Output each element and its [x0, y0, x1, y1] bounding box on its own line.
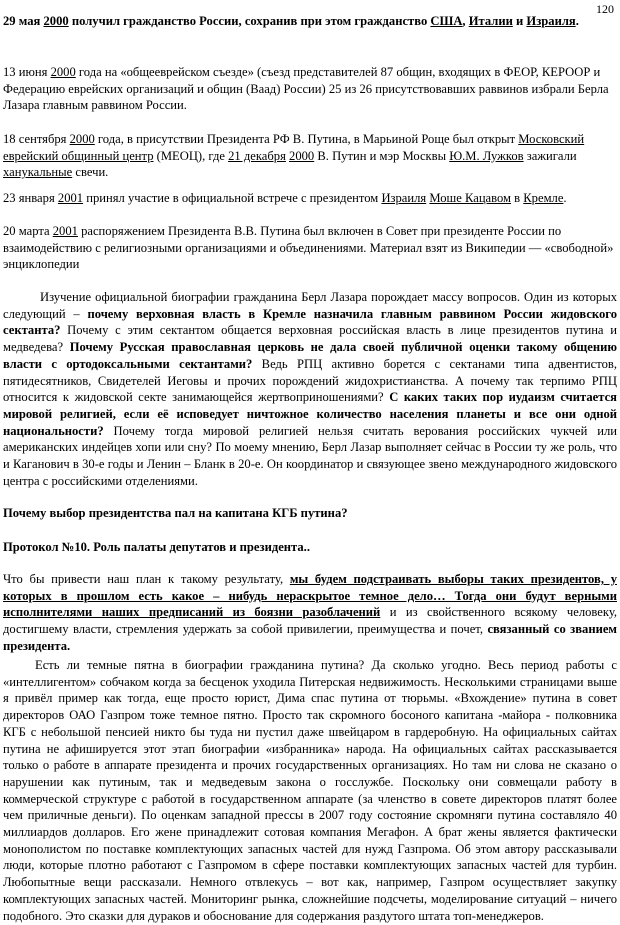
paragraph-dark-spots: Есть ли темные пятна в биографии гражданина путина? Да сколько угодно. Весь период работы с «интеллигентом» собчаком когда за бесценок уходила Питерская недвижимость. Несколькими страницами выше я привёл пример как тогда, еще просто юрист, Дима спас путина от тюрьмы. «Вхождение» путина в совет директоров ОАО Газпром тоже темное пятно. Просто так скромного босоного капитана -майора - полковника КГБ с небольшой пенсией никто бы туда ни пустил даже швейцаром в гардеробную. На официальных сайтах путина не афишируется этот этап биографии «избранника» народа. На официальных сайтах рассказывается только о работе в аппарате президента и прочих государственных организациях. Но там ни слова не сказано о нарушении как путиным, так и медведевым закона о госслужбе. Поскольку они совмещали работу в коммерческой структуре с работой в государственном аппарате (за членство в совете директоров платят более чем приличные деньги). По оценкам западной прессы в 2007 году состояние скромняги путина составляло 40 миллиардов долларов. Его жене принадлежит сотовая компания Мегафон. А брат жены является фактически монополистом по поставке комплектующих запасных частей для нужд Газпрома. Об этом автору рассказывали люди, которые плотно работают с Газпромом в сфере поставки комплектующих запасных частей для турбин. Любопытные вещи рассказали. Немного отвлекусь – вот как, например, Газпром осуществляет закупку комплектующих запасных частей. Мониторинг рынка, сложнейшие подсчеты, моделирование ситуаций – ничего подобного. Это сказки для дураков и обоснование для содержания раздутого штата топ-менеджеров.: [3, 658, 617, 923]
text-span: в: [511, 191, 524, 205]
link-israel[interactable]: Израиля: [526, 14, 576, 28]
link-2001[interactable]: 2001: [52, 224, 78, 238]
link-2000[interactable]: 2000: [289, 148, 315, 163]
bold-text: Почему Русская православная церковь не дала своей публичной оценки такому общению власти с ортодоксальными сектантами?: [3, 340, 617, 371]
text-span: ,: [462, 14, 469, 28]
bold-text: почему верховная власть в Кремле назначила главным раввином России жидовского сектанта?: [3, 306, 617, 338]
text-span: Почему с этим сектантом общается верховная российская власть в лице президентов путина и медведева?: [3, 323, 617, 355]
paragraph-katsav: [3, 190, 617, 207]
link-2000[interactable]: 2000: [50, 65, 76, 79]
text-span: 29 мая: [3, 14, 44, 28]
text-span: принял участие в официальной встрече с президентом: [83, 191, 382, 205]
text-span: года на «общееврейском съезде» (съезд представителей 87 общин, входящих в ФЕОР, КЕРООР и Федерацию еврейских организаций и общин (Ваад) России) 25 из 26 присутствовавших раввинов избрали Берла Лазара главным раввином России.: [3, 65, 609, 113]
link-italy[interactable]: Италии: [468, 14, 513, 28]
bold-underlined-text: мы будем подстраивать выборы таких президентов, у которых в прошлом есть какое – нибудь нераскрытое темное дело… Тогда они будут верными исполнителями наших предписаний из боязни разоблачений: [3, 572, 617, 620]
link-21-december[interactable]: 21 декабря: [228, 148, 286, 163]
paragraph-council: [3, 223, 617, 273]
text-span: .: [575, 14, 579, 28]
heading-kgb-captain: Почему выбор президентства пал на капитана КГБ путина?: [3, 506, 348, 520]
paragraph-meoc: [3, 131, 617, 181]
text-span: свечи.: [72, 165, 109, 180]
text-span: Изучение официальной биографии гражданина Берл Лазара порождает массу вопросов. Один из которых следующий –: [3, 290, 617, 321]
link-usa[interactable]: США: [430, 14, 463, 28]
paragraph-biography-questions: [3, 289, 617, 489]
text-span: 20 марта: [3, 224, 53, 238]
text-span: зажигали: [523, 148, 577, 163]
text-span: и из свойственного всякому человеку, достигшему власти, стремления удержать за собой привилегии, преимущества и почет,: [3, 605, 617, 637]
link-2000[interactable]: 2000: [43, 14, 69, 28]
text-span: (МЕОЦ), где: [153, 148, 229, 163]
paragraph-citizenship: [3, 13, 617, 30]
text-span: года, в присутствии Президента РФ В. Путина, в Марьиной Роще был открыт: [94, 132, 519, 146]
text-span: 23 января: [3, 191, 58, 205]
link-2000[interactable]: 2000: [69, 132, 95, 146]
heading-protocol-10: Протокол №10. Роль палаты депутатов и президента..: [3, 540, 310, 554]
text-span: и: [512, 14, 527, 28]
text-span: 13 июня: [3, 65, 51, 79]
text-span: распоряжением Президента В.В. Путина был включен в Совет при президенте России по взаимодействию с религиозными организациями и объединениями. Материал взят из Википедии — «свободной» энциклопедии: [3, 224, 614, 272]
paragraph-protocol-quote: [3, 571, 617, 655]
text-span: Ведь РПЦ активно борется с сектанами типа адвентистов, пятидесятников, Свидетелей Иеговы и прочих порождений жидохристианства. А почему так терпимо РПЦ относится к жидовской секте занимающейся жертвоприношениями?: [3, 356, 617, 405]
link-katsav[interactable]: Моше Кацавом: [429, 191, 512, 205]
link-israel[interactable]: Израиля: [381, 191, 427, 205]
link-luzhkov[interactable]: Ю.М. Лужков: [449, 148, 524, 163]
text-span: Что бы привести наш план к такому результату,: [3, 572, 290, 586]
link-meoc[interactable]: Московский еврейский общинный центр: [3, 132, 585, 163]
page-number: 120: [596, 2, 614, 16]
bold-text: С каких таких пор иудаизм считается мировой религией, если её исповедует ничтожное количество населения планеты и все они одной национальности?: [3, 390, 617, 438]
text-span: .: [563, 191, 567, 205]
bold-text: связанный со званием президента.: [3, 622, 617, 653]
paragraph-congress: [3, 64, 617, 114]
link-2001[interactable]: 2001: [57, 191, 84, 205]
text-span: Почему тогда мировой религией нельзя считать верования российских чукчей или американских индейцев хопи или сну? По моему мнению, Берл Лазар выполняет сейчас в России ту же роль, что и Каганович в 30-е годы и Ленин – Бланк в 20-е. Он координатор и связующее звено международного жидовского центра с российскими отделениями.: [3, 423, 617, 488]
link-hanukkah[interactable]: ханукальные: [3, 165, 73, 180]
text-span: В. Путин и мэр Москвы: [314, 148, 450, 163]
text-span: получил гражданство России, сохранив при этом гражданство: [68, 14, 431, 28]
link-kremlin[interactable]: Кремле: [523, 191, 564, 205]
text-span: 18 сентября: [3, 132, 70, 146]
